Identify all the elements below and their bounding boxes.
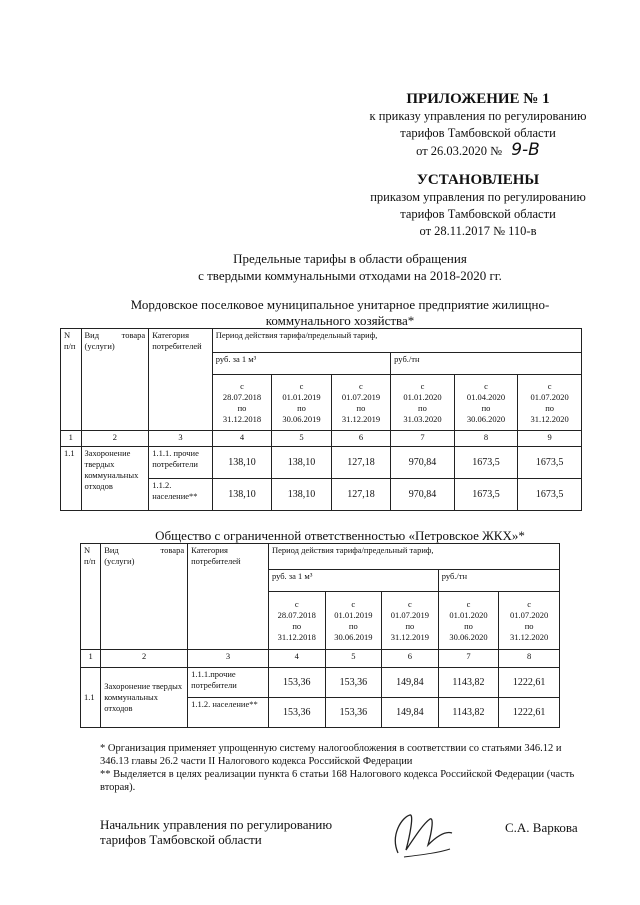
handwritten-signature (380, 805, 470, 865)
header-unit-t: руб./тн (391, 353, 582, 375)
row-number: 1.1 (61, 447, 82, 511)
tariff-value: 138,10 (212, 479, 271, 511)
appendix-line1: к приказу управления по регулированию (369, 109, 587, 123)
signatory-position-line2: тарифов Тамбовской области (100, 832, 262, 847)
col-number: 1 (61, 431, 82, 447)
established-title: УСТАНОВЛЕНЫ (416, 172, 540, 188)
col-number: 3 (188, 650, 269, 668)
tariff-value: 970,84 (391, 479, 455, 511)
tariff-value: 970,84 (391, 447, 455, 479)
header-goods-a: Вид (104, 545, 119, 555)
tariff-value: 1222,61 (499, 668, 560, 698)
doc-title (120, 250, 580, 284)
tariff-value: 153,36 (268, 698, 325, 728)
footnote-1: * Организация применяет упрощенную систему налогообложения в соответствии со статьями 346.12 и 346.13 главы 26.2 части II Налогового кодекса Российской Федерации (100, 743, 562, 767)
category-cell: 1.1.1.прочие потребители (188, 668, 269, 698)
org1-name-line1: Мордовское поселковое муниципальное унитарное предприятие жилищно- (130, 297, 550, 312)
established-line3: от 28.11.2017 № 110-в (419, 224, 537, 238)
header-goods-b: товара (121, 330, 146, 340)
tariff-value: 138,10 (272, 447, 331, 479)
appendix-line2: тарифов Тамбовской области (400, 126, 556, 140)
date-cell: с 01.01.2020 по 31.03.2020 (391, 375, 455, 431)
established-line1: приказом управления по регулированию (370, 190, 586, 204)
header-period: Период действия тарифа/предельный тариф, (268, 544, 559, 570)
header-n: N п/п (81, 544, 101, 650)
col-number: 1 (81, 650, 101, 668)
col-number: 8 (454, 431, 518, 447)
footnote-2: ** Выделяется в целях реализации пункта 6 статьи 168 Налогового кодекса Российской Федерации (часть вторая). (100, 769, 575, 793)
tariff-value: 1673,5 (454, 447, 518, 479)
tariff-value: 127,18 (331, 447, 390, 479)
tariff-value: 153,36 (325, 698, 382, 728)
date-cell: с 01.07.2020 по 31.12.2020 (518, 375, 582, 431)
date-cell: с 01.01.2019 по 30.06.2019 (272, 375, 331, 431)
header-goods-b: товара (160, 545, 185, 555)
col-number: 6 (331, 431, 390, 447)
row-number: 1.1 (81, 668, 101, 728)
org2-name: Общество с ограниченной ответственностью «Петровское ЖКХ»* (155, 528, 525, 543)
tariff-value: 1222,61 (499, 698, 560, 728)
col-number: 2 (81, 431, 149, 447)
category-cell: 1.1.1. прочие потребители (149, 447, 213, 479)
col-number: 6 (382, 650, 439, 668)
appendix-block (330, 91, 626, 160)
service-name: Захоронение твердых коммунальных отходов (101, 668, 188, 728)
col-number: 4 (268, 650, 325, 668)
header-category: Категория потребителей (149, 329, 213, 431)
date-cell: с 01.04.2020 по 30.06.2020 (454, 375, 518, 431)
date-cell: с 01.07.2019 по 31.12.2019 (382, 592, 439, 650)
tariff-value: 149,84 (382, 698, 439, 728)
tariff-value: 138,10 (272, 479, 331, 511)
date-cell: с 01.01.2020 по 30.06.2020 (438, 592, 499, 650)
appendix-date: от 26.03.2020 № (416, 144, 503, 158)
signatory-position (100, 817, 400, 847)
tariff-value: 1673,5 (518, 447, 582, 479)
header-n: N п/п (61, 329, 82, 431)
org1-tariff-table (60, 328, 582, 511)
header-period: Период действия тарифа/предельный тариф, (212, 329, 581, 353)
category-cell: 1.1.2. население** (149, 479, 213, 511)
signatory-name: С.А. Варкова (505, 820, 578, 835)
org1-name-line2: коммунального хозяйства* (265, 313, 415, 328)
col-number: 5 (325, 650, 382, 668)
established-block (330, 172, 626, 240)
signatory-position-line1: Начальник управления по регулированию (100, 817, 333, 832)
doc-title-line1: Предельные тарифы в области обращения (233, 251, 467, 266)
col-number: 7 (391, 431, 455, 447)
footnotes (100, 742, 586, 794)
col-number: 2 (101, 650, 188, 668)
handwritten-number: 9-В (511, 140, 540, 160)
header-category: Категория потребителей (188, 544, 269, 650)
header-goods (101, 544, 188, 650)
header-unit-m3: руб. за 1 м³ (268, 570, 438, 592)
doc-title-line2: с твердыми коммунальными отходами на 2018-2020 гг. (198, 268, 502, 283)
date-cell: с 28.07.2018 по 31.12.2018 (212, 375, 271, 431)
date-cell: с 28.07.2018 по 31.12.2018 (268, 592, 325, 650)
tariff-value: 153,36 (268, 668, 325, 698)
header-goods-c: (услуги) (84, 341, 115, 351)
category-cell: 1.1.2. население** (188, 698, 269, 728)
col-number: 4 (212, 431, 271, 447)
tariff-value: 1673,5 (454, 479, 518, 511)
appendix-title: ПРИЛОЖЕНИЕ № 1 (406, 91, 550, 107)
tariff-value: 127,18 (331, 479, 390, 511)
appendix-line3 (330, 142, 626, 160)
org1-name (90, 297, 590, 329)
service-name: Захоронение твердых коммунальных отходов (81, 447, 149, 511)
header-unit-t: руб./тн (438, 570, 559, 592)
tariff-value: 1673,5 (518, 479, 582, 511)
header-goods-a: Вид (84, 330, 100, 340)
tariff-value: 138,10 (212, 447, 271, 479)
header-goods (81, 329, 149, 431)
date-cell: с 01.07.2020 по 31.12.2020 (499, 592, 560, 650)
header-goods-c: (услуги) (104, 556, 135, 566)
date-cell: с 01.07.2019 по 31.12.2019 (331, 375, 390, 431)
col-number: 3 (149, 431, 213, 447)
tariff-value: 153,36 (325, 668, 382, 698)
tariff-value: 1143,82 (438, 698, 499, 728)
col-number: 9 (518, 431, 582, 447)
org2-tariff-table (80, 543, 560, 728)
tariff-value: 149,84 (382, 668, 439, 698)
header-unit-m3: руб. за 1 м³ (212, 353, 390, 375)
established-line2: тарифов Тамбовской области (400, 207, 556, 221)
col-number: 8 (499, 650, 560, 668)
date-cell: с 01.01.2019 по 30.06.2019 (325, 592, 382, 650)
col-number: 7 (438, 650, 499, 668)
col-number: 5 (272, 431, 331, 447)
tariff-value: 1143,82 (438, 668, 499, 698)
